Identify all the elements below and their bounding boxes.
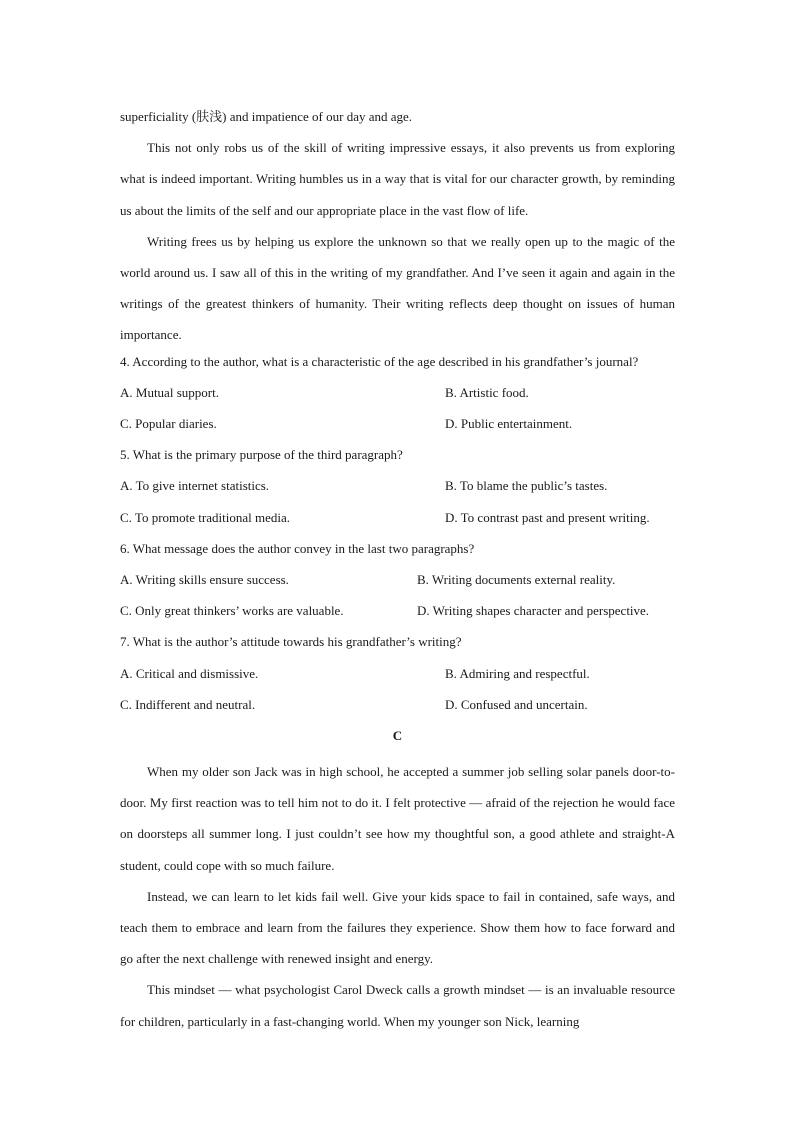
option-d: D. Writing shapes character and perspective.: [417, 603, 650, 619]
option-row: [120, 694, 675, 725]
option-row: [120, 475, 675, 506]
page-content: [120, 101, 675, 1037]
option-b: B. Admiring and respectful.: [445, 665, 590, 681]
option-b: B. Writing documents external reality.: [417, 571, 616, 587]
question-stem: 7. What is the author’s attitude towards his grandfather’s writing?: [120, 634, 462, 650]
option-d: D. Confused and uncertain.: [445, 696, 588, 712]
option-c: C. Popular diaries.: [120, 416, 217, 431]
option-c: C. Indifferent and neutral.: [120, 696, 256, 712]
passage-paragraph: superficiality (肤浅) and impatience of our day and age.: [120, 109, 413, 124]
question-stem: 6. What message does the author convey in the last two paragraphs?: [120, 540, 475, 556]
option-b: B. To blame the public’s tastes.: [445, 478, 608, 494]
option-row: [120, 600, 675, 631]
question-stem: 5. What is the primary purpose of the third paragraph?: [120, 447, 403, 463]
option-row: [120, 507, 675, 538]
option-row: [120, 663, 675, 694]
passage-paragraph: Writing frees us by helping us explore the unknown so that we really open up to the magic of the world around us. I saw all of this in the writing of my grandfather. And I’ve seen it again and again in the writings of the greatest thinkers of humanity. Their writing reflects deep thought on issues of human importance.: [120, 233, 675, 343]
passage-paragraph: When my older son Jack was in high school, he accepted a summer job selling solar panels door-to-door. My first reaction was to tell him not to do it. I felt protective — afraid of the rejection he would face on doorsteps all summer long. I just couldn’t see how my thoughtful son, a good athlete and straight-A student, could cope with so much failure.: [120, 764, 675, 873]
option-d: D. Public entertainment.: [445, 416, 573, 431]
option-c: C. To promote traditional media.: [120, 509, 290, 525]
option-c: C. Only great thinkers’ works are valuable.: [120, 603, 344, 619]
passage-paragraph: This mindset — what psychologist Carol Dweck calls a growth mindset — is an invaluable resource for children, particularly in a fast-changing world. When my younger son Nick, learning: [120, 982, 675, 1029]
option-b: B. Artistic food.: [445, 384, 529, 400]
option-row: [120, 382, 675, 413]
option-a: A. Critical and dismissive.: [120, 665, 259, 681]
question-stem: 4. According to the author, what is a characteristic of the age described in his grandfather’s journal?: [120, 353, 639, 369]
section-heading: C: [392, 727, 403, 743]
option-a: A. Writing skills ensure success.: [120, 571, 289, 587]
option-d: D. To contrast past and present writing.: [445, 509, 650, 525]
option-row: [120, 413, 675, 444]
passage-paragraph: Instead, we can learn to let kids fail well. Give your kids space to fail in contained, safe ways, and teach them to embrace and learn from the failures they experience. Show them how to face forward and go after the next challenge with renewed insight and energy.: [120, 888, 675, 967]
option-a: A. To give internet statistics.: [120, 478, 270, 494]
option-row: [120, 569, 675, 600]
option-a: A. Mutual support.: [120, 384, 219, 400]
passage-paragraph: This not only robs us of the skill of writing impressive essays, it also prevents us from exploring what is indeed important. Writing humbles us in a way that is vital for our character growth, by reminding us about the limits of the self and our appropriate place in the vast flow of life.: [120, 140, 675, 218]
